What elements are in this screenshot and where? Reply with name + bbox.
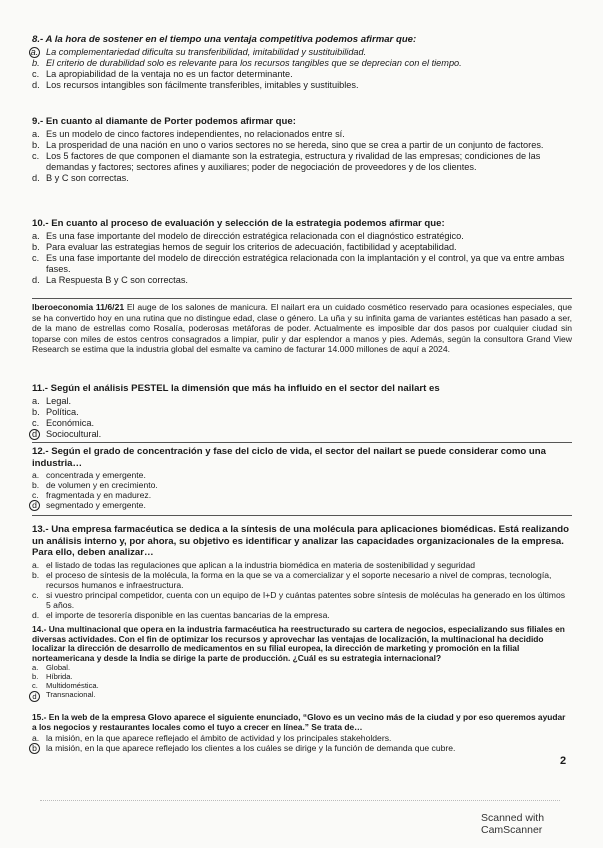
option-letter: a. bbox=[30, 46, 39, 57]
question-title: 13.- Una empresa farmacéutica se dedica a la síntesis de una molécula para aplicaciones biomédicas. Está realizando un análisis interno y, por ahora, su objetivo es identificar y analizar las capacidades organizacionales de la empresa. Para ello, deben analizar… bbox=[32, 524, 569, 558]
option-c: c. La apropiabilidad de la ventaja no es un factor determinante. bbox=[32, 68, 293, 79]
option-a: a. la misión, en la que aparece reflejado el ámbito de actividad y los principales stakeholders. bbox=[32, 733, 392, 744]
divider bbox=[32, 515, 572, 516]
question-15 bbox=[32, 713, 572, 754]
news-excerpt bbox=[32, 302, 572, 355]
option-c: c. fragmentada y en madurez. bbox=[32, 490, 152, 500]
selected-answer-mark: d bbox=[29, 500, 40, 511]
option-b: b. Híbrida. bbox=[32, 672, 73, 682]
option-d: d. Los recursos intangibles son fácilmente transferibles, imitables y sustituibles. bbox=[32, 79, 359, 90]
option-d: d Transnacional. bbox=[32, 691, 572, 702]
option-d: d. el importe de tesorería disponible en las cuentas bancarias de la empresa. bbox=[32, 609, 330, 620]
selected-answer-mark: b bbox=[29, 743, 40, 754]
option-b: b. Política. bbox=[32, 406, 79, 417]
question-14 bbox=[32, 625, 572, 702]
option-a: a. concentrada y emergente. bbox=[32, 470, 146, 480]
option-b: b. El criterio de durabilidad solo es relevante para los recursos tangibles que se deprecian con el tiempo. bbox=[32, 57, 462, 68]
option-d: d segmentado y emergente. bbox=[32, 500, 572, 511]
question-8 bbox=[32, 34, 572, 91]
option-b: b. Para evaluar las estrategias hemos de seguir los criterios de adecuación, factibilidad y aceptabilidad. bbox=[32, 241, 457, 252]
question-12 bbox=[32, 446, 572, 511]
selected-answer-mark: d bbox=[29, 691, 40, 702]
question-title: 12.- Según el grado de concentración y fase del ciclo de vida, el sector del nailart se puede considerar como una industria… bbox=[32, 446, 546, 469]
option-a: a. La complementariedad dificulta su transferibilidad, imitabilidad y sustituibilidad. bbox=[30, 46, 367, 57]
option-c: c. Multidoméstica. bbox=[32, 680, 99, 690]
question-13 bbox=[32, 524, 572, 620]
page-number: 2 bbox=[560, 755, 567, 767]
option-c: c. Económica. bbox=[32, 417, 95, 428]
option-c: c. Los 5 factores de que componen el diamante son la estrategia, estructura y rivalidad de las empresas; condiciones de las demandas y factores; sectores afines y auxiliares; poder de negociación de proveedores y de los clientes. bbox=[32, 150, 541, 172]
question-title: 15.- En la web de la empresa Glovo aparece el siguiente enunciado, “Glovo es un vecino más de la ciudad y por eso queremos ayudar a los negocios y restaurantes locales como el tuyo a crecer en línea.” Se trata de… bbox=[32, 712, 566, 732]
option-c: c. si vuestro principal competidor, cuenta con un equipo de I+D y cuántas patentes sobre síntesis de moléculas ha generado en los últimos 5 años. bbox=[32, 589, 566, 610]
option-c: c. Es una fase importante del modelo de dirección estratégica relacionada con la implantación y el control, ya que va entre ambas fases. bbox=[32, 252, 565, 274]
option-d: d Sociocultural. bbox=[32, 429, 572, 440]
option-d: d. B y C son correctas. bbox=[32, 172, 129, 183]
question-10 bbox=[32, 218, 572, 286]
option-b: b. La prosperidad de una nación en uno o varios sectores no se hereda, sino que se crea a partir de un conjunto de factores. bbox=[32, 139, 544, 150]
question-9 bbox=[32, 116, 572, 184]
question-title: 10.- En cuanto al proceso de evaluación y selección de la estrategia podemos afirmar que: bbox=[32, 218, 445, 229]
option-b: b. el proceso de síntesis de la molécula, la forma en la que se va a comercializar y el soporte necesario a nivel de compras, tecnología, recursos humanos e infraestructura. bbox=[32, 569, 552, 590]
news-text: El auge de los salones de manicura. El nailart era un cuidado cosmético reservado para ocasiones especiales, que se ha convertido hoy en una rutina que no distingue edad, clase o género. La uña y su infinita gama de variantes estéticas han pasado a ser, de la mano de estrellas como Rosalía, poderosas metáforas de poder. Actualmente es imposible dar dos pasos por cualquier ciudad sin toparse con miles de estos centros consagrados a limpiar, pulir y dar esplendor a manos y pies. Además, según la consultora Grand View Research se estima que la industria global del esmalte va camino de facturar 14.000 millones de aquí a 2024. bbox=[32, 302, 572, 355]
option-a: a. Legal. bbox=[32, 395, 72, 406]
option-d: d. La Respuesta B y C son correctas. bbox=[32, 274, 188, 285]
divider bbox=[32, 298, 572, 299]
scanner-watermark: Scanned with CamScanner bbox=[481, 812, 545, 836]
option-a: a. Global. bbox=[32, 663, 71, 673]
option-a: a. Es una fase importante del modelo de dirección estratégica relacionada con el diagnóstico estratégico. bbox=[32, 230, 464, 241]
question-11 bbox=[32, 383, 572, 440]
scan-edge-line bbox=[40, 800, 560, 802]
question-title: 11.- Según el análisis PESTEL la dimensión que más ha influido en el sector del nailart es bbox=[32, 383, 440, 394]
news-source: Iberoeconomia 11/6/21 bbox=[32, 302, 125, 312]
question-title: 14.- Una multinacional que opera en la industria farmacéutica ha reestructurado su cartera de negocios, especializando sus filiales en diversas actividades. Con el fin de optimizar los recursos y aprovechar las ventajas de localización, la multinacional ha decidido localizar la dirección de desarrollo de medicamentos en su filial europea, la dirección de marketing y promoción en la filial norteamericana y desde la India se dirige la parte de producción. ¿Cuál es su estrategia internacional? bbox=[32, 624, 565, 663]
question-title: 8.- A la hora de sostener en el tiempo una ventaja competitiva podemos afirmar que: bbox=[32, 34, 417, 45]
option-a: a. Es un modelo de cinco factores independientes, no relacionados entre sí. bbox=[32, 128, 345, 139]
question-title: 9.- En cuanto al diamante de Porter podemos afirmar que: bbox=[32, 116, 296, 127]
option-b: b la misión, en la que aparece reflejado los clientes a los cuáles se dirige y la función de demanda que cubre. bbox=[32, 743, 572, 754]
divider bbox=[32, 442, 572, 443]
option-b: b. de volumen y en crecimiento. bbox=[32, 480, 158, 490]
selected-answer-mark: d bbox=[29, 429, 40, 440]
option-a: a. el listado de todas las regulaciones que aplican a la industria biomédica en materia de sostenibilidad y seguridad bbox=[32, 559, 475, 570]
